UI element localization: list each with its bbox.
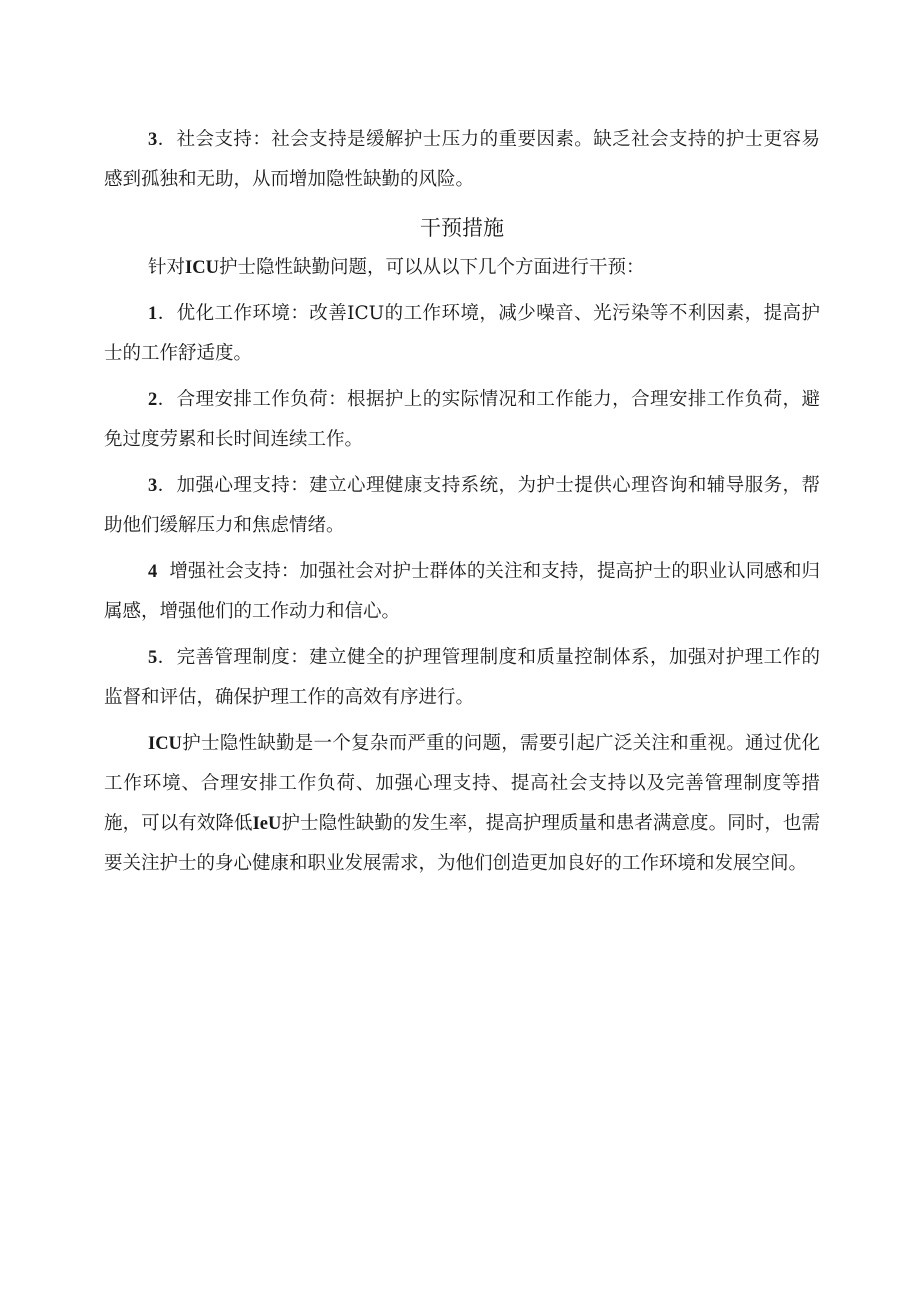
conclusion-text-2: 护士隐性缺勤的发生率，提高护理质量和患者满意度。同时，也需要关注护士的身心健康和职业发展需求，为他们创造更加良好的工作环境和发展空间。 [104, 813, 820, 874]
intro-text-pre: 针对 [148, 257, 186, 278]
intro-text-post: 护士隐性缺勤问题，可以从以下几个方面进行干预： [218, 257, 645, 278]
item-number: 4 [148, 562, 158, 582]
item-number: 1 [148, 304, 158, 324]
conclusion-text-1: 护士隐性缺勤是一个复杂而严重的问题，需要引起广泛关注和重视。通过优化工作环境、合理安排工作负荷、加强心理支持、提高社会支持以及完善管理制度等措施，可以有效降低 [104, 733, 820, 834]
item-number: 5 [148, 648, 158, 668]
list-item-2 [104, 380, 820, 460]
list-item-5 [104, 638, 820, 718]
section-heading-intervention: 干预措施 [420, 216, 504, 240]
item-number: 2 [148, 390, 158, 410]
item-number: 3 [148, 130, 158, 150]
item-text: ．社会支持：社会支持是缓解护士压力的重要因素。缺乏社会支持的护士更容易感到孤独和无助，从而增加隐性缺勤的风险。 [104, 129, 820, 190]
item-text: ．加强心理支持：建立心理健康支持系统，为护士提供心理咨询和辅导服务，帮助他们缓解压力和焦虑情绪。 [104, 475, 820, 536]
paragraph-intro [104, 248, 820, 288]
item-text: 增强社会支持：加强社会对护士群体的关注和支持，提高护士的职业认同感和归属感，增强他们的工作动力和信心。 [104, 561, 820, 622]
item-text: ．合理安排工作负荷：根据护上的实际情况和工作能力，合理安排工作负荷，避免过度劳累和长时间连续工作。 [104, 389, 820, 450]
paragraph-conclusion [104, 724, 820, 884]
item-number: 3 [148, 476, 158, 496]
list-item-1 [104, 294, 820, 374]
conclusion-term-1: ICU [148, 734, 182, 754]
intro-term: ICU [185, 258, 219, 278]
item-text: ．完善管理制度：建立健全的护理管理制度和质量控制体系，加强对护理工作的监督和评估，确保护理工作的高效有序进行。 [104, 647, 820, 708]
item-text: ．优化工作环境：改善ICU的工作环境，减少噪音、光污染等不利因素，提高护士的工作舒适度。 [104, 303, 820, 364]
list-item-3 [104, 466, 820, 546]
list-item-4 [104, 552, 820, 632]
conclusion-term-2: IeU [252, 814, 282, 834]
document-page [104, 120, 820, 884]
paragraph-social-support [104, 120, 820, 200]
